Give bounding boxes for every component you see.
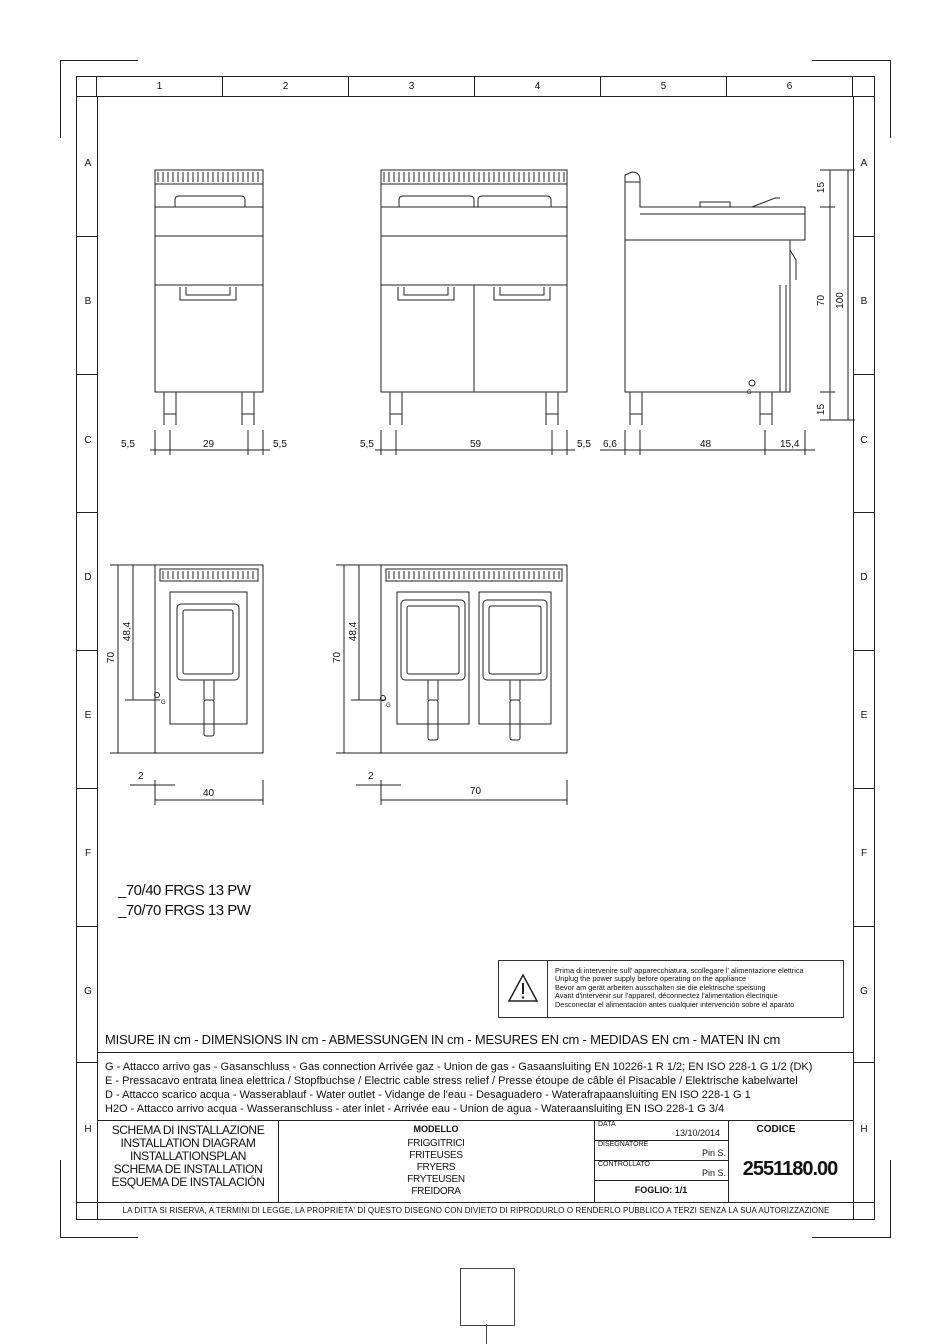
disegnatore-label: DISEGNATORE (598, 1141, 649, 1148)
dim-label: 6,6 (603, 439, 617, 450)
page-number-box (460, 1268, 515, 1326)
dim-label: 70 (332, 651, 344, 664)
modello-values (280, 1138, 592, 1198)
data-value: 13/10/2014 (675, 1128, 721, 1138)
dim-label: 70 (470, 786, 482, 797)
modello-value: FRIGGITRICI (407, 1138, 465, 1149)
dim-label: 2 (138, 771, 144, 782)
separator-line (97, 1052, 854, 1053)
drawing-title: INSTALLATIONSPLAN (129, 1149, 247, 1163)
disegnatore-value: Pin S. (702, 1148, 727, 1158)
title-block-bottom-line (77, 1202, 874, 1203)
warning-icon-cell (499, 961, 548, 1017)
single-fryer-plan-view (110, 565, 263, 805)
row-label: B (860, 296, 868, 307)
dim-label: 59 (470, 439, 482, 450)
dim-label: 5,5 (273, 439, 287, 450)
footer-disclaimer: LA DITTA SI RISERVA, A TERMINI DI LEGGE, LA PROPRIETA' DI QUESTO DISEGNO CON DIVIETO DI RIPRODURLO O RENDERLO PUBBLICO A TERZI SENZA LA SUA AUTORIZZAZIONE (122, 1206, 830, 1215)
drawing-title: ESQUEMA DE INSTALACIÓN (111, 1175, 265, 1189)
warning-line: Desconectar el alimentación antes cualquier intervención sobre el aparato (555, 999, 795, 1009)
dim-label: 15,4 (780, 439, 800, 450)
note-line: G - Attacco arrivo gas - Gasanschluss - Gas connection Arrivée gaz - Union de gas - Gasaansluiting EN 10226-1 R 1/2; EN ISO 228-1 G 1/2 (DK) (105, 1061, 813, 1073)
model-name: _70/70 FRGS 13 PW (118, 902, 251, 919)
warning-line: Avant d'intervenir sur l'appareil, déconnectez l'alimentation électrique (555, 991, 778, 1001)
connection-notes (105, 1060, 812, 1116)
column-header: 2 (223, 77, 349, 97)
row-label: H (84, 1124, 92, 1135)
warning-line: Prima di intervenire sull' apparecchiatura, scollegare l' alimentazione elettrica (555, 966, 804, 975)
single-fryer-front-view (150, 170, 270, 455)
title-block-top-line (97, 1120, 854, 1121)
page-number-tick (486, 1324, 487, 1344)
measures-note: MISURE IN cm - DIMENSIONS IN cm - ABMESSUNGEN IN cm - MESURES EN cm - MEDIDAS EN cm - MATEN IN cm (105, 1032, 781, 1047)
dim-label: 5,5 (121, 439, 135, 450)
drawing-title-block (100, 1124, 276, 1189)
note-line: D - Attacco scarico acqua - Wasserablauf - Water outlet - Vidange de l'eau - Desaguadero - Waterafrapaansluiting EN ISO 228-1 G 1 (105, 1089, 751, 1101)
drawing-title: INSTALLATION DIAGRAM (120, 1136, 256, 1150)
foglio: FOGLIO: 1/1 (634, 1185, 688, 1195)
title-block-divider (594, 1120, 595, 1202)
warning-line: Bevor am gerät arbeiten ausschalten sie die elektrische speisung (555, 982, 766, 992)
title-block-divider (278, 1120, 279, 1202)
column-header: 3 (349, 77, 475, 97)
title-block-row (594, 1180, 728, 1181)
dim-label: 48 (700, 439, 712, 450)
dim-label: 15 (816, 403, 828, 416)
column-header: 4 (475, 77, 601, 97)
column-header: 1 (97, 77, 223, 97)
double-fryer-front-view (375, 170, 575, 455)
codice-value: 2551180.00 (742, 1158, 838, 1180)
row-label: F (84, 848, 92, 859)
dim-label: 15 (816, 181, 828, 194)
row-label: E (860, 710, 868, 721)
row-label: C (84, 435, 92, 446)
row-label: A (84, 158, 92, 169)
dim-label: 48,4 (122, 621, 134, 642)
dim-label: 70 (816, 294, 828, 307)
dim-label: 5,5 (360, 439, 374, 450)
dim-label: 48,4 (348, 621, 360, 642)
warning-box (498, 960, 844, 1018)
note-line: H2O - Attacco arrivo acqua - Wasseranschluss - ater inlet - Arrivée eau - Union de agua - Wateraansluiting EN ISO 228-1 G 3/4 (105, 1103, 725, 1115)
row-label: D (84, 572, 92, 583)
warning-text (555, 967, 804, 1009)
row-label: B (84, 296, 92, 307)
row-label: H (860, 1124, 868, 1135)
modello-value: FRITEUSES (409, 1150, 463, 1161)
modello-value: FREIDORA (411, 1186, 461, 1197)
row-label: A (860, 158, 868, 169)
column-header: 5 (601, 77, 727, 97)
note-line: E - Pressacavo entrata linea elettrica / Stopfbuchse / Electric cable stress relief / Presse étoupe de câble él Pisacable / Elektrische kabelwartel (105, 1075, 798, 1087)
row-label: E (84, 710, 92, 721)
gas-mark: G (161, 700, 166, 706)
title-block-divider (728, 1120, 729, 1202)
controllato-label: CONTROLLATO (598, 1161, 650, 1168)
model-name: _70/40 FRGS 13 PW (118, 882, 251, 899)
row-label: D (860, 572, 868, 583)
drawing-title: SCHEMA DE INSTALLATION (113, 1162, 263, 1176)
dim-label: 29 (203, 439, 215, 450)
codice-label: CODICE (756, 1124, 796, 1135)
row-label: C (860, 435, 868, 446)
controllato-value: Pin S. (702, 1168, 727, 1178)
dim-label: 2 (368, 771, 374, 782)
warning-triangle-icon (499, 961, 547, 1017)
row-label: G (84, 986, 92, 997)
gas-mark: G (386, 703, 391, 709)
warning-line: Unplug the power supply before operating on the appliance (555, 974, 747, 984)
column-header: 6 (727, 77, 853, 97)
drawing-title: SCHEMA DI INSTALLAZIONE (111, 1123, 265, 1137)
dim-label: 5,5 (577, 439, 591, 450)
dim-label: 40 (203, 788, 215, 799)
modello-value: FRYTEUSEN (407, 1174, 465, 1185)
data-label: DATA (598, 1121, 616, 1128)
dim-label: 70 (106, 651, 118, 664)
modello-value: FRYERS (416, 1162, 456, 1173)
double-fryer-plan-view (336, 565, 567, 805)
row-label: F (860, 848, 868, 859)
modello-label: MODELLO (413, 1124, 459, 1134)
dim-label: 100 (834, 292, 846, 309)
row-label: G (860, 986, 868, 997)
gas-mark: G (747, 390, 752, 396)
